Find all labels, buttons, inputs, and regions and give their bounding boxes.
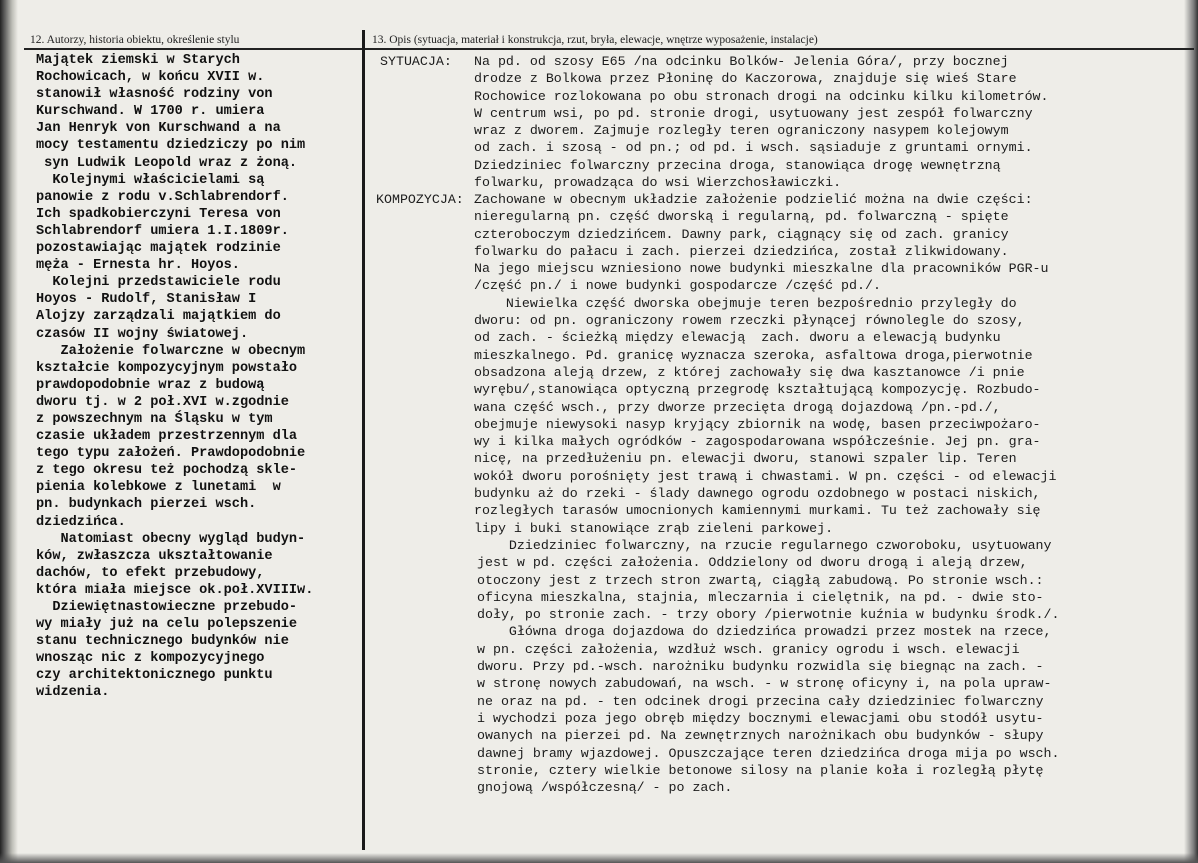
text-line: pozostawiając majątek rodzinie <box>36 241 281 257</box>
text-line: Na jego miejscu wzniesiono nowe budynki mieszkalne dla pracowników PGR-u <box>474 261 1049 277</box>
text-line: w stronę nowych zabudowań, na wsch. - w stronę oficyny i, na pola upraw- <box>477 676 1052 692</box>
text-line: Niewielka część dworska obejmuje teren bezpośrednio przyległy do <box>474 295 1017 311</box>
text-line: Na pd. od szosy E65 /na odcinku Bolków- Jelenia Góra/, przy bocznej <box>474 54 1009 69</box>
text-line: syn Ludwik Leopold wraz z żoną. <box>36 155 298 171</box>
text-line: w pn. części założenia, wzdłuż wsch. granicy ogrodu i wsch. elewacji <box>477 641 1020 657</box>
text-line: folwarku do pałacu i zach. pierzei dziedzińca, został zlikwidowany. <box>474 243 1009 259</box>
scan-edge-left <box>0 0 18 863</box>
text-line: Hoyos - Rudolf, Stanisław I <box>36 292 257 308</box>
text-line: obsadzona aleją drzew, z której zachowały się dwa kasztanowce /i pnie <box>474 364 1025 380</box>
header-description: 13. Opis (sytuacja, materiał i konstrukcja, rzut, bryła, elewacje, wnętrze wyposażenie, instalacje) <box>372 34 818 46</box>
text-line: wy miały już na celu polepszenie <box>36 617 298 633</box>
text-line: czy architektonicznego punktu <box>36 668 273 684</box>
text-line: wnosząc nic z kompozycyjnego <box>36 651 265 667</box>
text-line: W centrum wsi, po pd. stronie drogi, usytuowany jest zespół folwarczny <box>474 105 1033 121</box>
text-line: doły, po stronie zach. - trzy obory /pierwotnie kuźnia w budynku środk./. <box>477 607 1060 623</box>
text-line: prawdopodobnie wraz z budową <box>36 377 265 393</box>
text-line: drodze z Bolkowa przez Płoninę do Kaczorowa, znajduje się wieś Stare <box>474 71 1017 87</box>
text-line: Kurschwand. W 1700 r. umiera <box>36 104 265 120</box>
text-line: folwarku, prowadząca do wsi Wierzchosławiczki. <box>474 175 842 191</box>
text-line: mieszkalnego. Pd. granicę wyznacza szeroka, asfaltowa droga,pierwotnie <box>474 347 1033 363</box>
text-line: gnojową /współczesną/ - po zach. <box>477 780 733 796</box>
text-line: i wychodzi poza jego obręb między bocznymi elewacjami obu stodół usytu- <box>477 710 1044 726</box>
text-line: stronie, cztery wielkie betonowe silosy na planie koła i rozległą płytę <box>477 762 1044 778</box>
text-line: Dziewiętnastowieczne przebudo- <box>36 600 298 615</box>
text-line: dachów, to efekt przebudowy, <box>36 565 265 581</box>
text-line: otoczony jest z trzech stron zwartą, ciągłą zabudową. Po stronie wsch.: <box>477 572 1044 588</box>
text-line: nicę, na przedłużeniu pn. elewacji dworu, stanowi szpaler lip. Teren <box>474 451 1017 467</box>
text-line: widzenia. <box>36 685 110 701</box>
text-line: z powszechnym na Śląsku w tym <box>36 411 273 427</box>
dziedziniec-text <box>477 537 1060 796</box>
text-line: nieregularną pn. część dworską i regularną, pd. folwarczną - spięte <box>474 209 1009 225</box>
text-line: dworu tj. w 2 poł.XVI w.zgodnie <box>36 394 289 410</box>
header-rule <box>24 48 1194 50</box>
text-line: /część pn./ i nowe budynki gospodarcze /część pd./. <box>474 278 881 294</box>
text-line: czasów II wojny światowej. <box>36 326 249 342</box>
text-line: ne oraz na pd. - ten odcinek drogi przecina cały dziedziniec folwarczny <box>477 693 1044 709</box>
text-line: Schlabrendorf umiera 1.I.1809r. <box>36 223 289 239</box>
sytuacja-label: SYTUACJA: <box>380 54 452 69</box>
text-line: Jan Henryk von Kurschwand a na <box>36 121 281 137</box>
text-line: od zach. - ścieżką między elewacją zach. dworu a elewacją budynku <box>474 330 1001 346</box>
text-line: Dziedziniec folwarczny przecina droga, stanowiąca drogę wewnętrzną <box>474 157 1001 173</box>
kompozycja-label: KOMPOZYCJA: <box>376 192 464 207</box>
text-line: dawnej bramy wjazdowej. Opuszczające teren dziedzińca droga mija po wsch. <box>477 745 1060 761</box>
text-line: lipy i buki stanowiące zrąb zieleni parkowej. <box>474 520 834 536</box>
kompozycja-text <box>474 191 1057 537</box>
text-line: ków, zwłaszcza ukształtowanie <box>36 548 273 564</box>
text-line: wy i kilka małych ogródków - zagospodarowana współcześnie. Jej pn. gra- <box>474 434 1041 450</box>
text-line: Majątek ziemski w Starych <box>36 53 240 68</box>
text-line: Dziedziniec folwarczny, na rzucie regularnego czworoboku, usytuowany <box>477 538 1052 553</box>
history-text <box>36 52 313 702</box>
text-line: z tego okresu też pochodzą skle- <box>36 463 298 479</box>
text-line: wraz z dworem. Zajmuje rozległy teren ograniczony nasypem kolejowym <box>474 123 1009 139</box>
text-line: panowie z rodu v.Schlabrendorf. <box>36 189 289 205</box>
text-line: stanowił własność rodziny von <box>36 87 273 103</box>
text-line: oficyna mieszkalna, stajnia, mleczarnia i cielętnik, na pd. - dwie sto- <box>477 589 1044 605</box>
text-line: owanych na pierzei pd. Na zewnętrznych narożnikach obu budynków - słupy <box>477 728 1044 744</box>
text-line: kształcie kompozycyjnym powstało <box>36 360 298 376</box>
text-line: rozległych tarasów umocnionych kamiennymi murkami. Tu też zachowały się <box>474 503 1041 519</box>
text-line: Rochowicach, w końcu XVII w. <box>36 70 265 86</box>
text-line: która miała miejsce ok.poł.XVIIIw. <box>36 582 314 598</box>
text-line: tego typu założeń. Prawdopodobnie <box>36 446 306 462</box>
text-line: stanu technicznego budynków nie <box>36 634 289 650</box>
text-line: Główna droga dojazdowa do dziedzińca prowadzi przez mostek na rzece, <box>477 624 1052 640</box>
scan-edge-right <box>1184 0 1198 863</box>
text-line: dziedzińca. <box>36 514 126 530</box>
header-authors-history: 12. Autorzy, historia obiektu, określenie stylu <box>30 34 240 46</box>
text-line: budynku aż do rzeki - ślady dawnego ogrodu ozdobnego w postaci niskich, <box>474 486 1041 502</box>
text-line: pn. budynkach pierzei wsch. <box>36 497 257 513</box>
text-line: Ich spadkobierczyni Teresa von <box>36 206 281 222</box>
text-line: czasie układem przestrzennym dla <box>36 429 298 445</box>
text-line: wokół dworu porośnięty jest trawą i chwastami. W pn. części - od elewacji <box>474 468 1057 484</box>
text-line: Zachowane w obecnym układzie założenie podzielić można na dwie części: <box>474 192 1033 207</box>
text-line: dworu: od pn. ograniczony rowem rzeczki płynącej równolegle do szosy, <box>474 313 1025 329</box>
text-line: jest w pd. części założenia. Oddzielony od dworu drogą i aleją drzew, <box>477 555 1028 571</box>
text-line: mocy testamentu dziedziczy po nim <box>36 138 306 154</box>
text-line: Natomiast obecny wygląd budyn- <box>36 531 306 547</box>
text-line: Założenie folwarczne w obecnym <box>36 343 306 359</box>
text-line: pienia kolebkowe z lunetami w <box>36 480 281 496</box>
text-line: wana część wsch., przy dworze przecięta drogą dojazdową /pn.-pd./, <box>474 399 1001 415</box>
text-line: męża - Ernesta hr. Hoyos. <box>36 258 240 274</box>
scan-edge-bottom <box>0 853 1198 863</box>
text-line: od zach. i szosą - od pn.; od pd. i wsch. sąsiaduje z gruntami ornymi. <box>474 140 1033 156</box>
sytuacja-text <box>474 53 1049 191</box>
text-line: dworu. Przy pd.-wsch. narożniku budynku rozwidla się biegnąc na zach. - <box>477 659 1044 675</box>
text-line: wyrębu/,stanowiąca optyczną przegrodę kształtującą kompozycję. Rozbudo- <box>474 382 1041 398</box>
text-line: czteroboczym dziedzińcem. Dawny park, ciągnący się od zach. granicy <box>474 226 1009 242</box>
column-divider <box>362 30 365 850</box>
text-line: Kolejni przedstawiciele rodu <box>36 275 281 291</box>
text-line: Alojzy zarządzali majątkiem do <box>36 309 281 325</box>
text-line: obejmuje niewysoki nasyp kryjący zbiornik na wodę, basen przeciwpożaro- <box>474 416 1041 432</box>
text-line: Rochowice rozlokowana po obu stronach drogi na odcinku kilku kilometrów. <box>474 88 1049 104</box>
text-line: Kolejnymi właścicielami są <box>36 172 265 188</box>
